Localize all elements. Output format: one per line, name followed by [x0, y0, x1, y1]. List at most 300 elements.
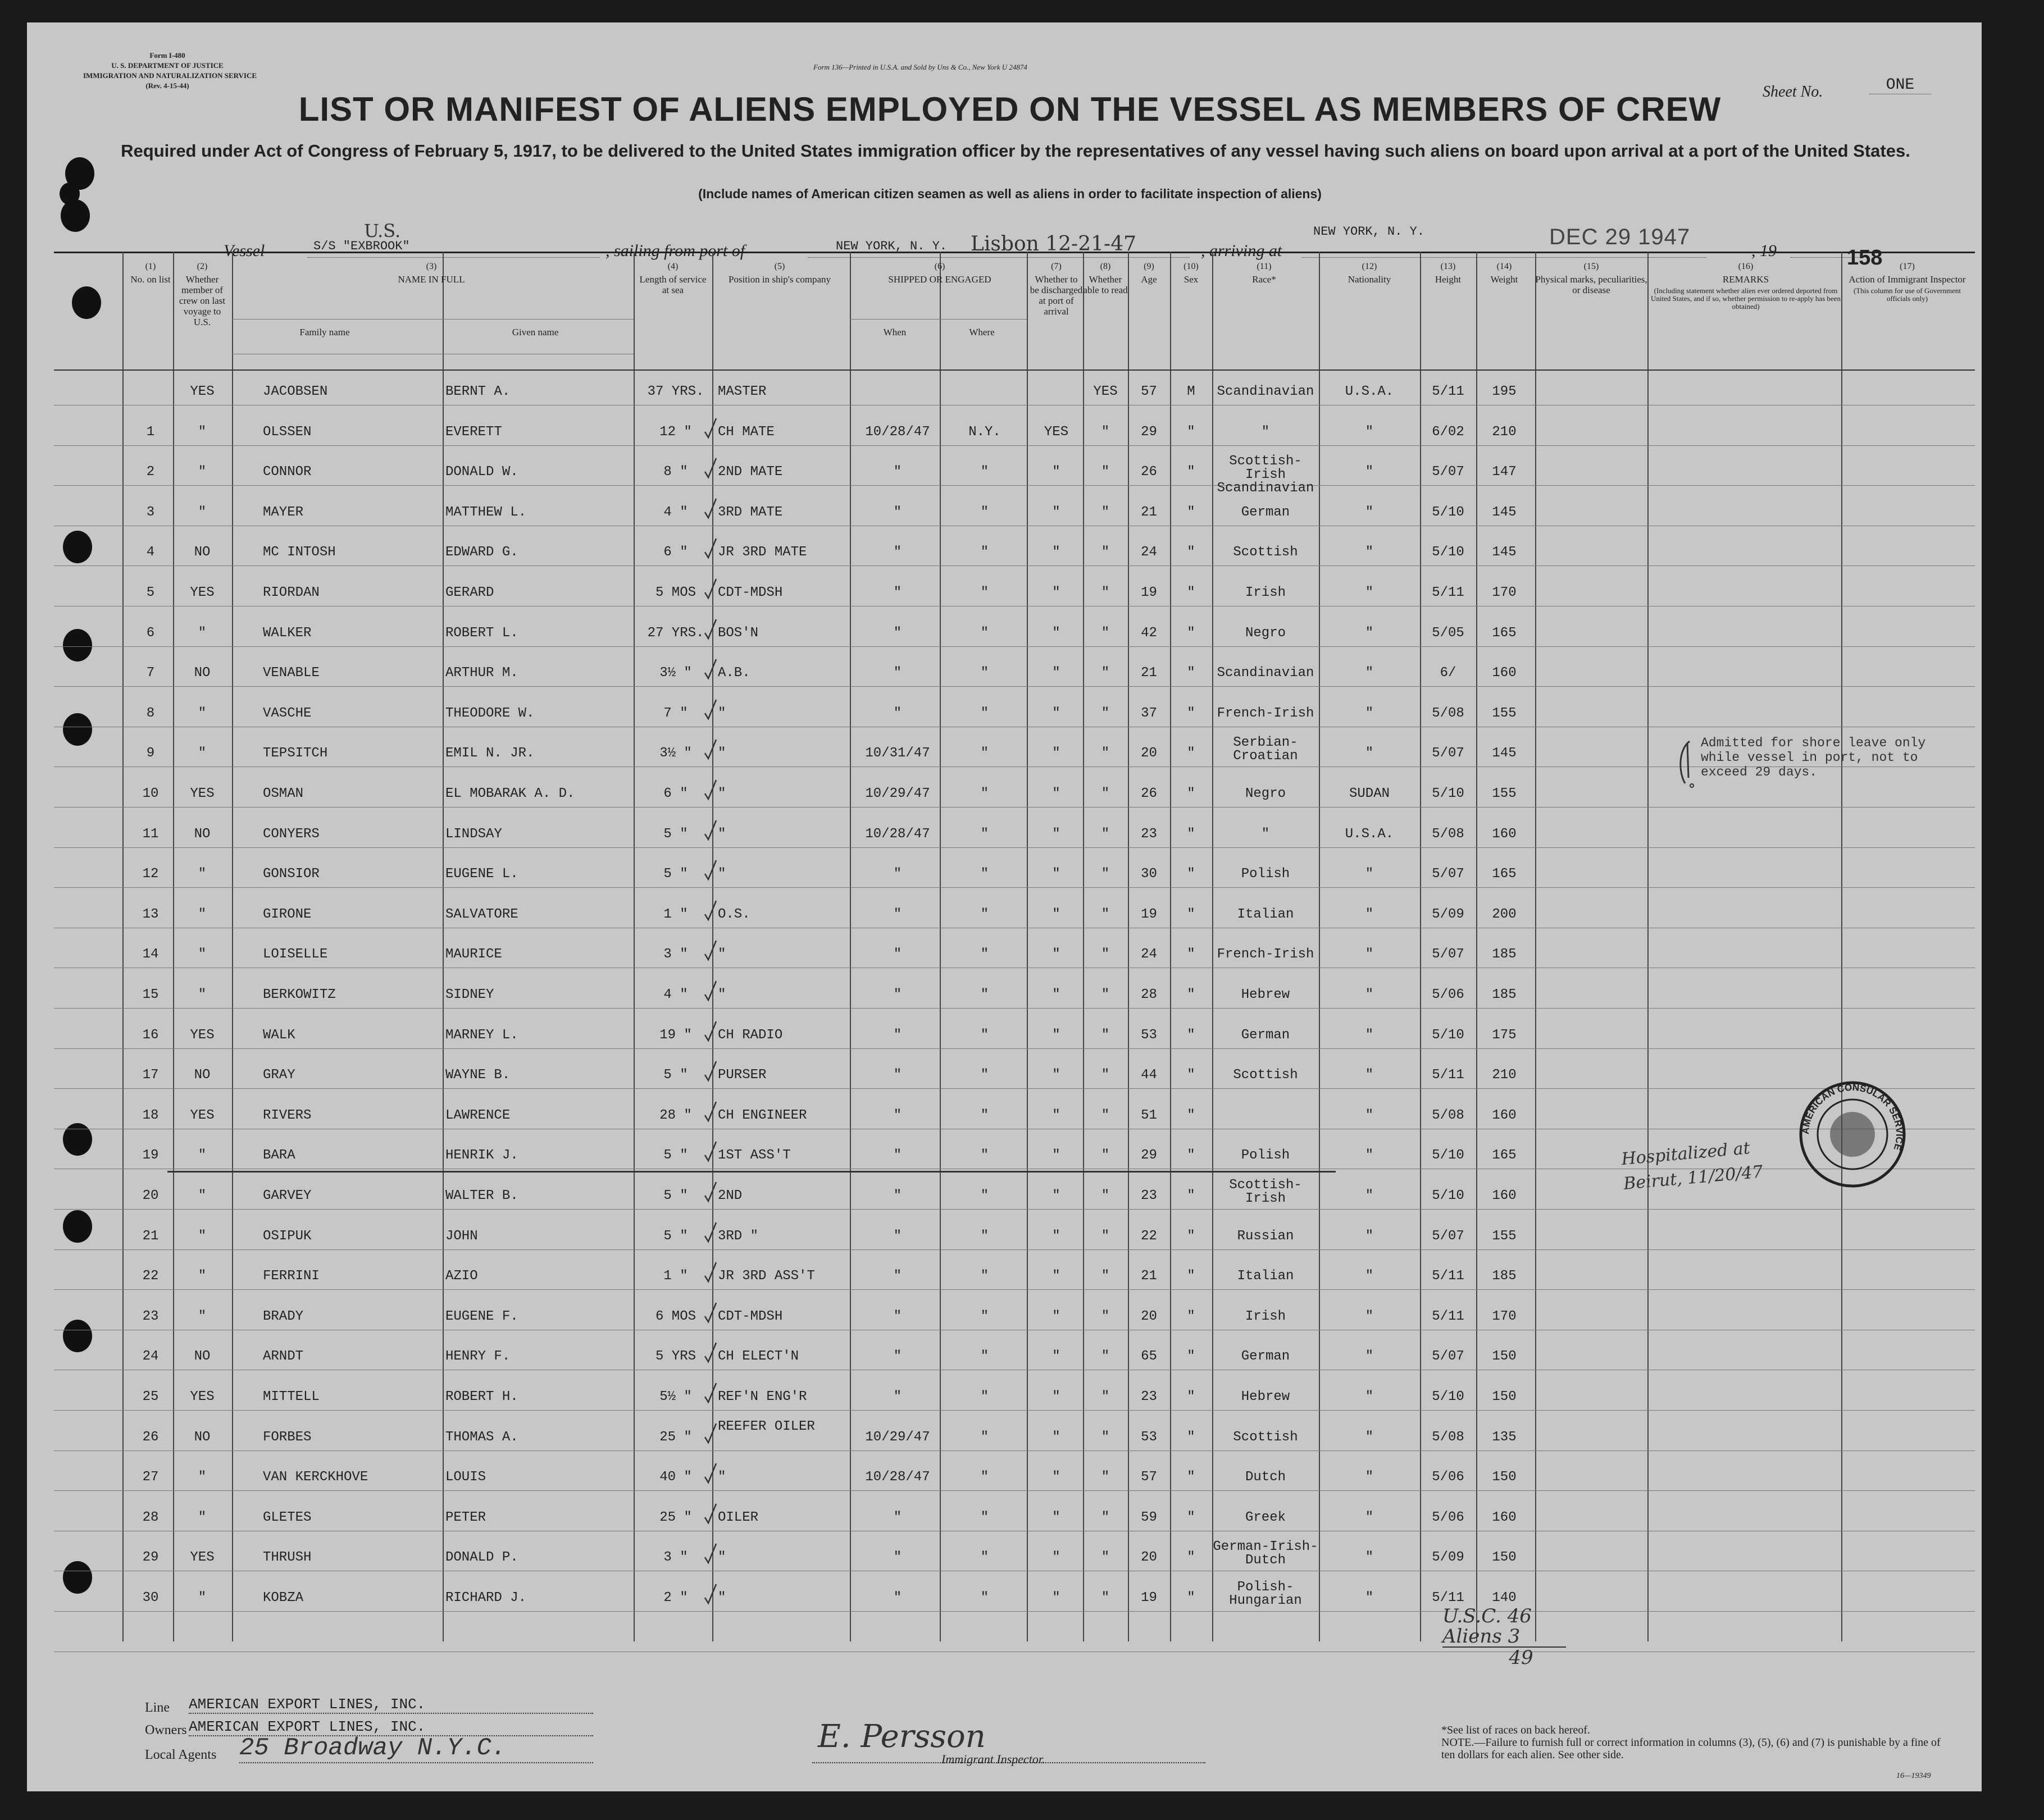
- cell-when: ": [893, 906, 902, 922]
- cell-weight: 175: [1492, 1027, 1517, 1043]
- column-rule: [1647, 252, 1649, 1641]
- tally-line: Aliens 3: [1442, 1626, 1566, 1648]
- cell-read: YES: [1093, 384, 1118, 399]
- page-number: 158: [1847, 246, 1883, 270]
- cell-no: 19: [142, 1148, 159, 1164]
- cell-height: 5/08: [1432, 705, 1464, 721]
- header-number: (3): [426, 262, 437, 271]
- check-mark: [704, 1181, 717, 1203]
- header-number: (16): [1738, 262, 1754, 271]
- cell-position: JR 3RD MATE: [718, 545, 807, 560]
- cell-family: FERRINI: [263, 1269, 320, 1284]
- strike-through-line: [167, 1171, 1336, 1173]
- cell-given: EVERETT: [445, 424, 502, 440]
- cell-service: 5 ": [663, 1228, 688, 1244]
- cell-position: CH ENGINEER: [718, 1107, 807, 1123]
- cell-discharged: ": [1052, 1509, 1060, 1525]
- cell-age: 51: [1141, 1107, 1157, 1123]
- cell-height: 5/10: [1432, 1389, 1464, 1404]
- cell-where: ": [980, 1308, 989, 1324]
- manifest-sheet: [27, 22, 1982, 1791]
- cell-service: 37 YRS.: [647, 384, 704, 399]
- cell-height: 5/10: [1432, 1148, 1464, 1164]
- check-mark: [704, 417, 717, 440]
- row-rule: [54, 1490, 1975, 1491]
- cell-position: JR 3RD ASS'T: [718, 1269, 815, 1284]
- cell-race: French-Irish: [1217, 705, 1314, 721]
- cell-position: PURSER: [718, 1068, 767, 1083]
- header-height: [1420, 261, 1476, 285]
- cell-family: CONNOR: [263, 464, 312, 480]
- cell-age: 28: [1141, 987, 1157, 1002]
- cell-sex: ": [1187, 1068, 1195, 1083]
- header-number: (12): [1362, 262, 1377, 271]
- header-number: (10): [1183, 262, 1199, 271]
- cell-service: 27 YRS.: [647, 625, 704, 641]
- cell-read: ": [1101, 665, 1110, 681]
- cell-service: 1 ": [663, 906, 688, 922]
- cell-no: 28: [142, 1509, 159, 1525]
- cell-family: MITTELL: [263, 1389, 320, 1404]
- column-rule: [1027, 252, 1028, 1641]
- cell-where: ": [980, 1269, 989, 1284]
- cell-position: REEFER OILER: [718, 1418, 815, 1434]
- form-id-line: U. S. DEPARTMENT OF JUSTICE: [111, 61, 224, 70]
- cell-family: MC INTOSH: [263, 545, 336, 560]
- check-mark: [704, 980, 717, 1002]
- cell-when: ": [893, 1590, 902, 1605]
- cell-family: THRUSH: [263, 1550, 312, 1566]
- cell-given: EL MOBARAK A. D.: [445, 786, 575, 801]
- cell-discharged: YES: [1044, 424, 1069, 440]
- cell-read: ": [1101, 1148, 1110, 1164]
- cell-weight: 150: [1492, 1470, 1517, 1485]
- cell-nationality: ": [1365, 1509, 1374, 1525]
- cell-family: WALKER: [263, 625, 312, 641]
- row-rule: [54, 887, 1975, 888]
- cell-no: 21: [142, 1228, 159, 1244]
- cell-prev: NO: [194, 1349, 211, 1365]
- cell-prev: ": [198, 1269, 207, 1284]
- cell-weight: 165: [1492, 625, 1517, 641]
- cell-discharged: ": [1052, 947, 1060, 963]
- cell-height: 6/02: [1432, 424, 1464, 440]
- cell-weight: 145: [1492, 545, 1517, 560]
- footnote-races: *See list of races on back hereof.: [1441, 1724, 1590, 1736]
- cell-weight: 160: [1492, 665, 1517, 681]
- cell-sex: ": [1187, 705, 1195, 721]
- cell-sex: ": [1187, 1308, 1195, 1324]
- cell-family: GARVEY: [263, 1188, 312, 1203]
- header-number: (17): [1900, 262, 1915, 271]
- cell-nationality: ": [1365, 1389, 1374, 1404]
- consular-seal-stamp: [1796, 1078, 1909, 1190]
- cell-height: 5/07: [1432, 1228, 1464, 1244]
- cell-age: 22: [1141, 1228, 1157, 1244]
- cell-prev: ": [198, 1470, 207, 1485]
- header-name-in-full: [235, 261, 628, 285]
- subheader-family-name: Family name: [299, 327, 350, 337]
- cell-nationality: U.S.A.: [1345, 826, 1394, 842]
- cell-given: SALVATORE: [445, 906, 518, 922]
- cell-when: 10/31/47: [865, 746, 930, 761]
- cell-where: ": [980, 1470, 989, 1485]
- cell-discharged: ": [1052, 1389, 1060, 1404]
- cell-no: 8: [146, 705, 155, 721]
- cell-nationality: SUDAN: [1349, 786, 1390, 801]
- cell-height: 5/10: [1432, 1027, 1464, 1043]
- row-rule: [54, 1289, 1975, 1290]
- arriving-label: , arriving at: [1201, 241, 1282, 260]
- cell-discharged: ": [1052, 826, 1060, 842]
- row-rule: [54, 1249, 1975, 1250]
- footer-agents-label: Local Agents: [145, 1748, 217, 1762]
- check-mark: [704, 1302, 717, 1324]
- header-text: SHIPPED OR ENGAGED: [888, 274, 991, 285]
- cell-read: ": [1101, 585, 1110, 600]
- cell-where: ": [980, 826, 989, 842]
- row-rule: [54, 485, 1975, 486]
- cell-no: 27: [142, 1470, 159, 1485]
- header-text: Weight: [1490, 274, 1518, 285]
- check-mark: [704, 1141, 717, 1163]
- cell-weight: 135: [1492, 1429, 1517, 1445]
- cell-position: ": [718, 947, 726, 963]
- cell-race: Negro: [1245, 625, 1286, 641]
- cell-when: ": [893, 665, 902, 681]
- cell-no: 29: [142, 1550, 159, 1566]
- cell-given: MARNEY L.: [445, 1027, 518, 1043]
- header-number: (14): [1496, 262, 1512, 271]
- cell-position: OILER: [718, 1509, 759, 1525]
- cell-prev: YES: [190, 786, 215, 801]
- cell-read: ": [1101, 1269, 1110, 1284]
- footnotes: [1441, 1724, 1947, 1761]
- cell-race: Irish: [1245, 585, 1286, 600]
- cell-height: 5/10: [1432, 1188, 1464, 1203]
- cell-sex: ": [1187, 1228, 1195, 1244]
- cell-position: 3RD MATE: [718, 504, 783, 520]
- cell-family: RIORDAN: [263, 585, 320, 600]
- cell-read: ": [1101, 464, 1110, 480]
- cell-sex: ": [1187, 1470, 1195, 1485]
- check-mark: [704, 1543, 717, 1565]
- check-mark: [704, 1261, 717, 1284]
- cell-weight: 170: [1492, 1308, 1517, 1324]
- cell-family: VASCHE: [263, 705, 312, 721]
- cell-race: Polish: [1241, 1148, 1290, 1164]
- form-id-line: (Rev. 4-15-44): [145, 81, 189, 90]
- cell-no: 25: [142, 1389, 159, 1404]
- cell-read: ": [1101, 1590, 1110, 1605]
- cell-no: 15: [142, 987, 159, 1002]
- cell-sex: ": [1187, 786, 1195, 801]
- header-number: (7): [1051, 262, 1062, 271]
- cell-where: ": [980, 1509, 989, 1525]
- cell-nationality: ": [1365, 947, 1374, 963]
- cell-height: 5/07: [1432, 746, 1464, 761]
- cell-discharged: ": [1052, 545, 1060, 560]
- cell-when: ": [893, 705, 902, 721]
- cell-no: 17: [142, 1068, 159, 1083]
- cell-nationality: ": [1365, 705, 1374, 721]
- header-remarks: [1650, 261, 1841, 311]
- cell-prev: ": [198, 1188, 207, 1203]
- cell-service: 5 YRS: [655, 1349, 696, 1365]
- cell-age: 29: [1141, 1148, 1157, 1164]
- cell-sex: ": [1187, 1389, 1195, 1404]
- cell-height: 5/08: [1432, 826, 1464, 842]
- cell-where: ": [980, 1107, 989, 1123]
- cell-position: CDT-MDSH: [718, 585, 783, 600]
- cell-weight: 160: [1492, 826, 1517, 842]
- check-mark: [704, 1422, 717, 1445]
- cell-where: ": [980, 625, 989, 641]
- column-rule: [634, 252, 635, 1641]
- form-id-line: IMMIGRATION AND NATURALIZATION SERVICE: [83, 71, 257, 80]
- cell-sex: ": [1187, 665, 1195, 681]
- cell-where: ": [980, 1188, 989, 1203]
- header-text: NAME IN FULL: [398, 274, 465, 285]
- cell-family: OSMAN: [263, 786, 304, 801]
- cell-when: ": [893, 1027, 902, 1043]
- cell-position: ": [718, 826, 726, 842]
- sheet-no-value: ONE: [1869, 76, 1931, 94]
- check-mark: [704, 1462, 717, 1485]
- cell-nationality: ": [1365, 464, 1374, 480]
- cell-prev: NO: [194, 826, 211, 842]
- cell-family: BERKOWITZ: [263, 987, 336, 1002]
- cell-no: 13: [142, 906, 159, 922]
- inspector-signature: E. Persson: [818, 1718, 986, 1755]
- cell-where: ": [980, 1550, 989, 1566]
- cell-nationality: ": [1365, 1188, 1374, 1203]
- cell-sex: ": [1187, 585, 1195, 600]
- row-rule: [54, 847, 1975, 848]
- cell-weight: 210: [1492, 1068, 1517, 1083]
- footer-line-value: AMERICAN EXPORT LINES, INC.: [189, 1696, 593, 1714]
- cell-sex: ": [1187, 625, 1195, 641]
- cell-prev: ": [198, 987, 207, 1002]
- cell-where: ": [980, 746, 989, 761]
- cell-height: 5/06: [1432, 1470, 1464, 1485]
- cell-height: 5/11: [1432, 1269, 1464, 1284]
- cell-position: ": [718, 1550, 726, 1566]
- cell-sex: ": [1187, 947, 1195, 963]
- cell-read: ": [1101, 1470, 1110, 1485]
- cell-age: 19: [1141, 906, 1157, 922]
- cell-prev: ": [198, 424, 207, 440]
- cell-no: 18: [142, 1107, 159, 1123]
- cell-service: 25 ": [659, 1429, 692, 1445]
- cell-race: German: [1241, 504, 1290, 520]
- cell-height: 5/11: [1432, 384, 1464, 399]
- header-text: Length of service at sea: [639, 274, 707, 295]
- cell-age: 53: [1141, 1429, 1157, 1445]
- header-action: [1844, 261, 1970, 303]
- cell-discharged: ": [1052, 1590, 1060, 1605]
- cell-where: ": [980, 1429, 989, 1445]
- cell-race: Scottish-Irish Scandinavian: [1217, 454, 1314, 496]
- cell-weight: 210: [1492, 424, 1517, 440]
- cell-when: ": [893, 866, 902, 882]
- cell-discharged: ": [1052, 1470, 1060, 1485]
- cell-sex: ": [1187, 746, 1195, 761]
- cell-sex: ": [1187, 866, 1195, 882]
- cell-height: 5/11: [1432, 585, 1464, 600]
- cell-given: GERARD: [445, 585, 494, 600]
- row-rule: [54, 686, 1975, 687]
- cell-read: ": [1101, 1188, 1110, 1203]
- cell-nationality: ": [1365, 1068, 1374, 1083]
- cell-weight: 147: [1492, 464, 1517, 480]
- cell-discharged: ": [1052, 786, 1060, 801]
- cell-race: Polish: [1241, 866, 1290, 882]
- cell-nationality: ": [1365, 906, 1374, 922]
- cell-discharged: ": [1052, 1308, 1060, 1324]
- cell-given: WALTER B.: [445, 1188, 518, 1203]
- cell-age: 26: [1141, 786, 1157, 801]
- cell-when: ": [893, 1308, 902, 1324]
- cell-nationality: ": [1365, 1027, 1374, 1043]
- cell-given: MATTHEW L.: [445, 504, 527, 520]
- form-number: 16—19349: [1896, 1772, 1931, 1780]
- cell-discharged: ": [1052, 464, 1060, 480]
- cell-given: WAYNE B.: [445, 1068, 511, 1083]
- cell-read: ": [1101, 1509, 1110, 1525]
- cell-nationality: ": [1365, 1550, 1374, 1566]
- cell-age: 53: [1141, 1027, 1157, 1043]
- cell-age: 24: [1141, 947, 1157, 963]
- cell-read: ": [1101, 424, 1110, 440]
- cell-prev: ": [198, 746, 207, 761]
- cell-discharged: ": [1052, 1027, 1060, 1043]
- header-no-on-list: [128, 261, 173, 285]
- cell-position: ": [718, 987, 726, 1002]
- header-prev-voyage: [174, 261, 230, 327]
- cell-nationality: ": [1365, 1228, 1374, 1244]
- cell-where: ": [980, 1027, 989, 1043]
- cell-prev: NO: [194, 1068, 211, 1083]
- cell-nationality: ": [1365, 665, 1374, 681]
- cell-when: ": [893, 585, 902, 600]
- cell-no: 26: [142, 1429, 159, 1445]
- cell-where: ": [980, 705, 989, 721]
- manifest-subtitle: Required under Act of Congress of February 5, 1917, to be delivered to the United States immigration officer by the representatives of any vessel having such aliens on board upon arrival at a port of the United States.: [121, 141, 1910, 161]
- cell-family: WALK: [263, 1027, 295, 1043]
- cell-service: 5 ": [663, 826, 688, 842]
- cell-when: 10/29/47: [865, 1429, 930, 1445]
- cell-discharged: ": [1052, 987, 1060, 1002]
- check-mark: [704, 1020, 717, 1043]
- cell-race: Polish-Hungarian: [1229, 1580, 1302, 1608]
- cell-read: ": [1101, 705, 1110, 721]
- sailing-handwritten: Lisbon 12-21-47: [971, 232, 1136, 256]
- cell-age: 21: [1141, 504, 1157, 520]
- cell-when: ": [893, 947, 902, 963]
- cell-when: 10/28/47: [865, 1470, 930, 1485]
- arriving-port: NEW YORK, N. Y.: [1313, 225, 1425, 239]
- cell-nationality: ": [1365, 1148, 1374, 1164]
- cell-prev: YES: [190, 1550, 215, 1566]
- row-rule: [54, 445, 1975, 446]
- check-mark: [704, 859, 717, 882]
- cell-age: 44: [1141, 1068, 1157, 1083]
- cell-service: 1 ": [663, 1269, 688, 1284]
- cell-discharged: ": [1052, 1550, 1060, 1566]
- cell-family: CONYERS: [263, 826, 320, 842]
- cell-age: 29: [1141, 424, 1157, 440]
- cell-where: ": [980, 585, 989, 600]
- cell-race: Scottish: [1233, 1429, 1298, 1445]
- cell-prev: ": [198, 947, 207, 963]
- cell-prev: ": [198, 1509, 207, 1525]
- cell-age: 21: [1141, 665, 1157, 681]
- cell-family: GIRONE: [263, 906, 312, 922]
- cell-sex: ": [1187, 1349, 1195, 1365]
- header-number: (11): [1257, 262, 1272, 271]
- header-number: (5): [774, 262, 785, 271]
- cell-sex: ": [1187, 1188, 1195, 1203]
- manifest-subnote: (Include names of American citizen seamen as well as aliens in order to facilitate inspection of aliens): [698, 186, 1322, 201]
- cell-given: HENRIK J.: [445, 1148, 518, 1164]
- check-mark: [704, 537, 717, 560]
- cell-where: ": [980, 947, 989, 963]
- cell-age: 20: [1141, 746, 1157, 761]
- cell-weight: 160: [1492, 1107, 1517, 1123]
- cell-age: 23: [1141, 826, 1157, 842]
- header-text: REMARKS: [1722, 274, 1769, 285]
- cell-age: 20: [1141, 1308, 1157, 1324]
- cell-age: 19: [1141, 1590, 1157, 1605]
- cell-prev: ": [198, 1590, 207, 1605]
- cell-given: EMIL N. JR.: [445, 746, 535, 761]
- header-discharged: [1030, 261, 1083, 317]
- cell-where: ": [980, 464, 989, 480]
- cell-when: ": [893, 1349, 902, 1365]
- binder-hole: [61, 199, 90, 232]
- cell-weight: 165: [1492, 1148, 1517, 1164]
- remark-shore-leave: Admitted for shore leave only while vessel in port, not to exceed 29 days.: [1701, 736, 1926, 779]
- cell-nationality: ": [1365, 1590, 1374, 1605]
- cell-no: 9: [146, 746, 155, 761]
- manifest-footer: [54, 1668, 1975, 1791]
- cell-family: TEPSITCH: [263, 746, 328, 761]
- sailing-port: NEW YORK, N. Y.: [836, 239, 948, 253]
- cell-no: 5: [146, 585, 155, 600]
- cell-prev: NO: [194, 1429, 211, 1445]
- cell-discharged: ": [1052, 1107, 1060, 1123]
- cell-age: 21: [1141, 1269, 1157, 1284]
- cell-nationality: ": [1365, 866, 1374, 882]
- cell-race: Italian: [1237, 1269, 1294, 1284]
- header-length-of-service: [639, 261, 707, 295]
- cell-given: THEODORE W.: [445, 705, 535, 721]
- cell-height: 5/07: [1432, 464, 1464, 480]
- cell-position: 2ND MATE: [718, 464, 783, 480]
- cell-given: RICHARD J.: [445, 1590, 527, 1605]
- header-text: Race*: [1252, 274, 1276, 285]
- cell-race: German-Irish-Dutch: [1213, 1539, 1318, 1568]
- header-text: Position in ship's company: [728, 274, 831, 285]
- cell-given: ROBERT L.: [445, 625, 518, 641]
- cell-sex: ": [1187, 1509, 1195, 1525]
- tally-line: U.S.C. 46: [1442, 1605, 1532, 1627]
- cell-given: SIDNEY: [445, 987, 494, 1002]
- cell-nationality: ": [1365, 625, 1374, 641]
- cell-given: ARTHUR M.: [445, 665, 518, 681]
- footer-owners-value: AMERICAN EXPORT LINES, INC.: [189, 1718, 593, 1736]
